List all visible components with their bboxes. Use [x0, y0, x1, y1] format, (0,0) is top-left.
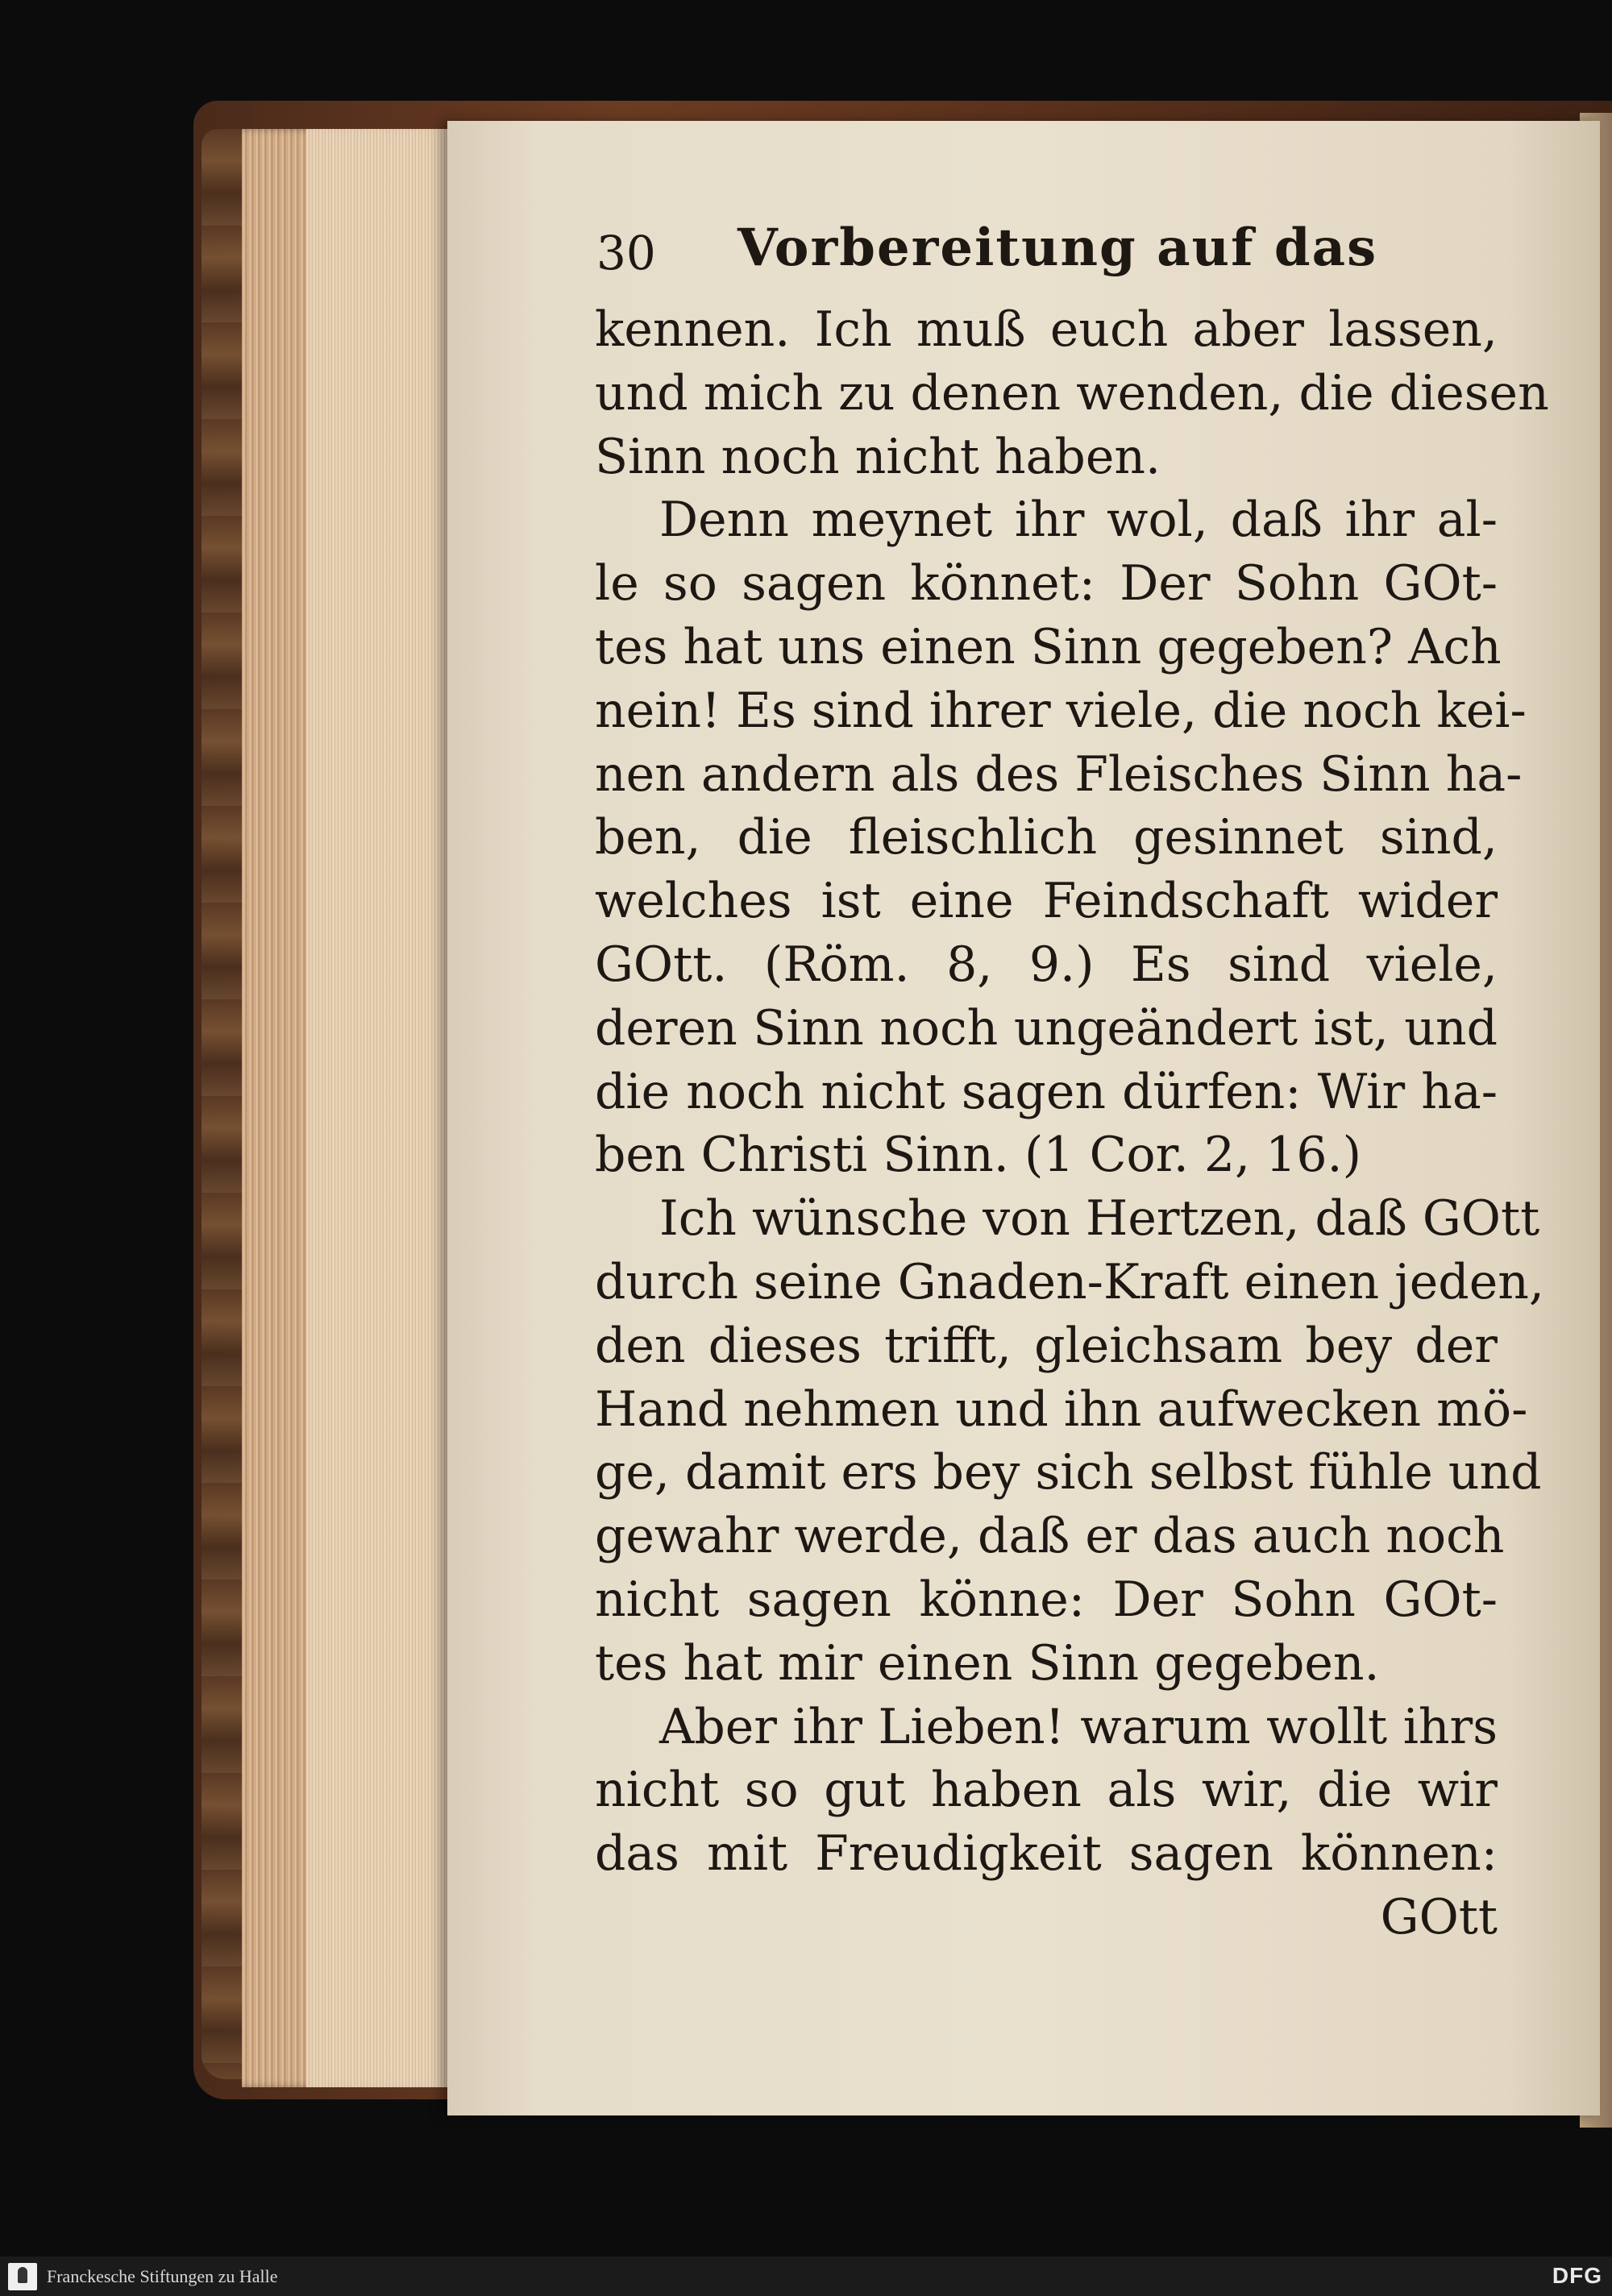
text-line: Ich wünsche von Hertzen, daß GOtt [659, 1190, 1540, 1248]
text-line: nein! Es sind ihrer viele, die noch kei- [595, 682, 1527, 739]
body-text [595, 298, 1549, 1949]
text-line: das mit Freudigkeit sagen können: [595, 1825, 1498, 1883]
text-line: Hand nehmen und ihn aufwecken mö- [595, 1381, 1528, 1438]
text-line: Denn meynet ihr wol, daß ihr al- [659, 492, 1498, 549]
institution-name: Franckesche Stiftungen zu Halle [47, 2266, 278, 2286]
text-line: Aber ihr Lieben! warum wollt ihrs [659, 1698, 1498, 1755]
text-line: kennen. Ich muß euch aber lassen, [595, 301, 1498, 358]
text-line: nicht sagen könne: Der Sohn GOt- [595, 1571, 1498, 1628]
text-line: nicht so gut haben als wir, die wir [595, 1762, 1498, 1819]
text-line: GOtt. (Röm. 8, 9.) Es sind viele, [595, 936, 1498, 993]
text-line: nen andern als des Fleisches Sinn ha- [595, 745, 1523, 803]
text-line: tes hat mir einen Sinn gegeben. [595, 1634, 1380, 1692]
text-line: le so sagen könnet: Der Sohn GOt- [595, 555, 1498, 612]
text-line: die noch nicht sagen dürfen: Wir ha- [595, 1063, 1498, 1120]
page-header [596, 218, 1564, 290]
text-line: deren Sinn noch ungeändert ist, und [595, 999, 1498, 1057]
institution-logo-icon [8, 2263, 37, 2290]
page-number: 30 [596, 226, 656, 280]
viewer-footer [0, 2257, 1612, 2296]
text-line: Sinn noch nicht haben. [595, 428, 1161, 485]
text-line: den dieses trifft, gleichsam bey der [595, 1317, 1498, 1374]
text-line: gewahr werde, daß er das auch noch [595, 1508, 1505, 1565]
text-line: tes hat uns einen Sinn gegeben? Ach [595, 618, 1502, 675]
text-line: ben, die fleischlich gesinnet sind, [595, 809, 1498, 866]
text-line: welches ist eine Feindschaft wider [595, 873, 1498, 930]
page-edges-inner [306, 129, 447, 2087]
text-line: und mich zu denen wenden, die diesen [595, 364, 1549, 421]
running-head: Vorbereitung auf das [737, 218, 1378, 278]
catchword: GOtt [1380, 1888, 1498, 1945]
dfg-logo: DFG [1552, 2263, 1602, 2288]
text-line: ben Christi Sinn. (1 Cor. 2, 16.) [595, 1127, 1362, 1184]
text-line: durch seine Gnaden-Kraft einen jeden, [595, 1253, 1544, 1310]
text-line: ge, damit ers bey sich selbst fühle und [595, 1444, 1542, 1501]
